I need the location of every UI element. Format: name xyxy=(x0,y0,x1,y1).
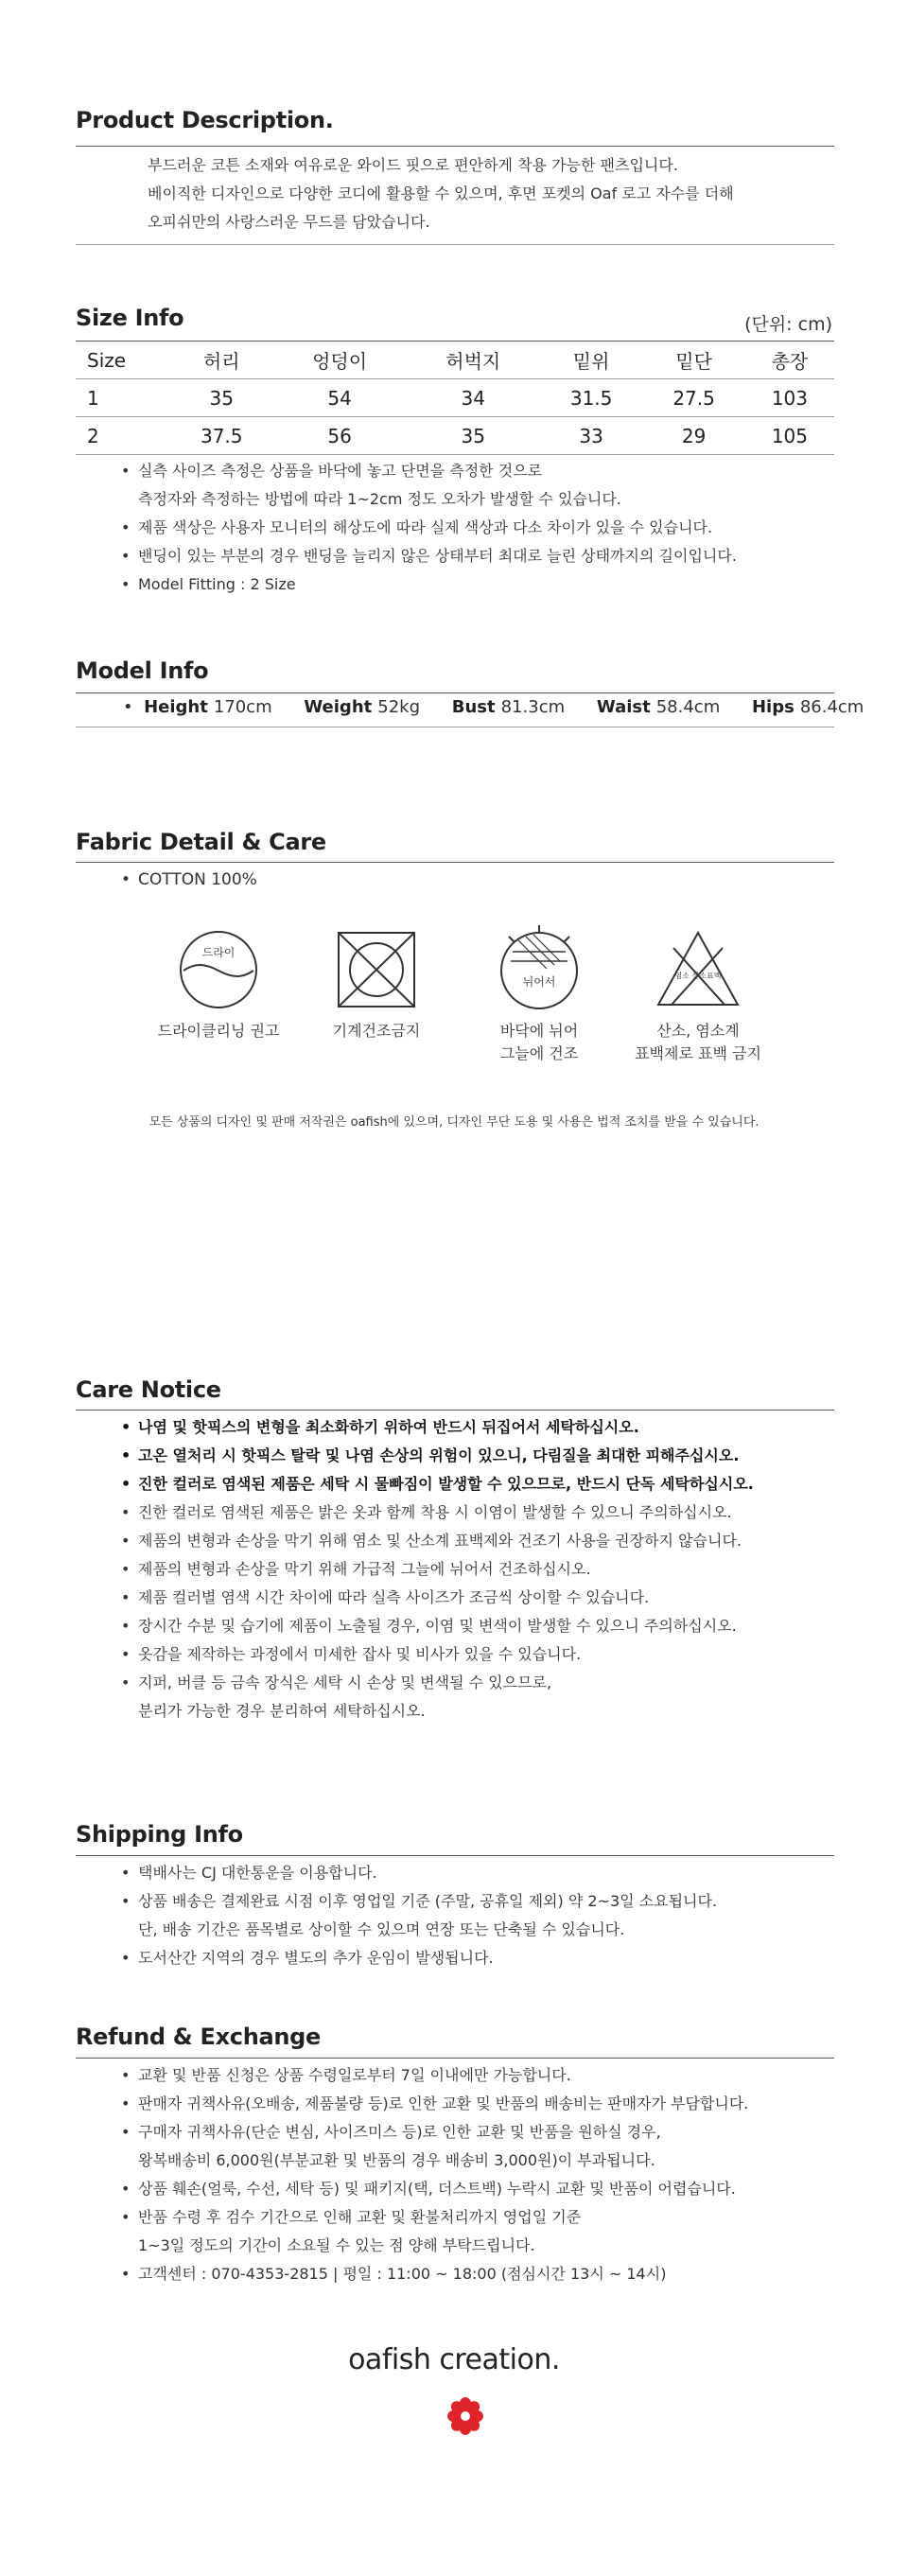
list-item: 1~3일 정도의 기간이 소요될 수 있는 점 양해 부탁드립니다. xyxy=(138,2236,535,2254)
list-item: • 옷감을 제작하는 과정에서 미세한 잡사 및 비사가 있을 수 있습니다. xyxy=(121,1640,754,1669)
list-item: • 상품 훼손(얼룩, 수선, 세탁 등) 및 패키지(택, 더스트백) 누락시 교환 및 반품이 어렵습니다. xyxy=(121,2175,748,2203)
refund-list xyxy=(121,2061,748,2288)
divider xyxy=(76,2058,834,2059)
product-line-1: 부드러운 코튼 소재와 여유로운 와이드 핏으로 편안하게 착용 가능한 팬츠입니다. xyxy=(148,156,678,174)
model-info-title: Model Info xyxy=(76,657,209,684)
table-header-cell: Size xyxy=(87,348,127,372)
product-description-title: Product Description. xyxy=(76,107,334,133)
model-height: • Height 170cm xyxy=(123,697,272,717)
table-cell: 56 xyxy=(327,424,352,447)
table-cell: 103 xyxy=(771,386,808,410)
product-line-3: 오피쉬만의 사랑스러운 무드를 담았습니다. xyxy=(148,213,430,231)
list-item: • 밴딩이 있는 부분의 경우 밴딩을 늘리지 않은 상태부터 최대로 늘린 상태까지의 길이입니다. xyxy=(121,542,737,570)
svg-text:뉘어서: 뉘어서 xyxy=(522,975,556,989)
refund-title: Refund & Exchange xyxy=(76,2024,322,2050)
table-cell: 29 xyxy=(681,424,707,447)
red-flower-icon xyxy=(445,2392,486,2440)
brand-name: oafish creation. xyxy=(348,2343,560,2376)
shipping-info-title: Shipping Info xyxy=(76,1821,243,1848)
list-item: • 장시간 수분 및 습기에 제품이 노출될 경우, 이염 및 변색이 발생할 수 있으니 주의하십시오. xyxy=(121,1612,754,1640)
list-item: • 고온 열처리 시 핫픽스 탈락 및 나염 손상의 위험이 있으니, 다림질을 최대한 피해주십시오. xyxy=(121,1442,754,1470)
svg-text:염소 산소표백: 염소 산소표백 xyxy=(674,972,722,980)
size-unit: (단위: cm) xyxy=(744,314,832,335)
list-item: 측정자와 측정하는 방법에 따라 1~2cm 정도 오차가 발생할 수 있습니다. xyxy=(138,490,621,508)
table-cell: 33 xyxy=(579,424,603,447)
care-notice-title: Care Notice xyxy=(76,1376,221,1403)
table-header-cell: 허리 xyxy=(202,350,240,373)
list-item: • 고객센터 : 070-4353-2815 | 평일 : 11:00 ~ 18:00 (점심시간 13시 ~ 14시) xyxy=(121,2260,748,2288)
table-cell: 31.5 xyxy=(569,386,613,410)
list-item: • 제품 컬러별 염색 시간 차이에 따라 실측 사이즈가 조금씩 상이할 수 있습니다. xyxy=(121,1584,754,1612)
list-item: • 지퍼, 버클 등 금속 장식은 세탁 시 손상 및 변색될 수 있으므로, xyxy=(121,1669,754,1697)
list-item: • 반품 수령 후 검수 기간으로 인해 교환 및 환불처리까지 영업일 기준 xyxy=(121,2203,748,2232)
list-item: • 구매자 귀책사유(단순 변심, 사이즈미스 등)로 인한 교환 및 반품을 원하실 경우, xyxy=(121,2118,748,2147)
table-cell: 54 xyxy=(327,386,352,410)
list-item: • 제품 색상은 사용자 모니터의 해상도에 따라 실제 색상과 다소 차이가 있을 수 있습니다. xyxy=(121,514,737,542)
size-table-header xyxy=(76,342,834,379)
shipping-list xyxy=(121,1859,717,1972)
table-header-cell: 밑단 xyxy=(675,350,712,373)
divider xyxy=(76,244,834,245)
table-header-cell: 엉덩이 xyxy=(312,350,368,373)
list-item: • 진한 컬러로 염색된 제품은 세탁 시 물빠짐이 발생할 수 있으므로, 반드시 단독 세탁하십시오. xyxy=(121,1470,754,1498)
model-waist: Waist 58.4cm xyxy=(596,697,721,717)
list-item: • 실측 사이즈 측정은 상품을 바닥에 놓고 단면을 측정한 것으로 xyxy=(121,457,737,485)
table-cell: 35 xyxy=(209,386,234,410)
care-notice-list xyxy=(121,1413,754,1726)
model-hips: Hips 86.4cm xyxy=(751,697,864,717)
divider xyxy=(76,1855,834,1856)
copyright-notice: 모든 상품의 디자인 및 판매 저작권은 oafish에 있으며, 디자인 무단 도용 및 사용은 법적 조치를 받을 수 있습니다. xyxy=(148,1115,760,1130)
list-item: 왕복배송비 6,000원(부분교환 및 반품의 경우 배송비 3,000원)이 부과됩니다. xyxy=(138,2151,655,2169)
table-row xyxy=(76,417,834,455)
table-header-cell: 밑위 xyxy=(572,350,610,373)
table-cell: 2 xyxy=(87,424,99,447)
dry-clean-icon xyxy=(176,927,261,1012)
list-item: 분리가 가능한 경우 분리하여 세탁하십시오. xyxy=(138,1702,426,1720)
care-label: 드라이클리닝 권고 xyxy=(157,1022,280,1040)
table-row xyxy=(76,379,834,417)
table-cell: 27.5 xyxy=(672,386,715,410)
model-bust: Bust 81.3cm xyxy=(451,697,566,717)
list-item: • Model Fitting : 2 Size xyxy=(121,570,737,599)
svg-text:드라이: 드라이 xyxy=(201,946,236,959)
table-header-cell: 총장 xyxy=(771,350,809,373)
divider xyxy=(76,862,834,863)
care-label: 기계건조금지 xyxy=(332,1022,421,1040)
care-label: 바닥에 뉘어 그늘에 건조 xyxy=(499,1022,579,1062)
list-item: 단, 배송 기간은 품목별로 상이할 수 있으며 연장 또는 단축될 수 있습니다. xyxy=(138,1920,625,1938)
list-item: • 교환 및 반품 신청은 상품 수령일로부터 7일 이내에만 가능합니다. xyxy=(121,2061,748,2090)
list-item: • 제품의 변형과 손상을 막기 위해 염소 및 산소계 표백제와 건조기 사용을 권장하지 않습니다. xyxy=(121,1527,754,1555)
product-line-2: 베이직한 디자인으로 다양한 코디에 활용할 수 있으며, 후면 포켓의 Oaf 로고 자수를 더해 xyxy=(148,184,734,202)
list-item: • 택배사는 CJ 대한통운을 이용합니다. xyxy=(121,1859,717,1887)
table-cell: 1 xyxy=(87,386,99,410)
list-item: • COTTON 100% xyxy=(121,866,257,894)
model-weight: Weight 52kg xyxy=(304,697,421,717)
table-cell: 35 xyxy=(461,424,485,447)
table-cell: 37.5 xyxy=(200,424,243,447)
list-item: • 나염 및 핫픽스의 변형을 최소화하기 위하여 반드시 뒤집어서 세탁하십시오. xyxy=(121,1413,754,1442)
list-item: • 판매자 귀책사유(오배송, 제품불량 등)로 인한 교환 및 반품의 배송비는 판매자가 부담합니다. xyxy=(121,2090,748,2118)
no-bleach-icon xyxy=(653,927,743,1010)
list-item: • 제품의 변형과 손상을 막기 위해 가급적 그늘에 뉘어서 건조하십시오. xyxy=(121,1555,754,1584)
list-item: • 상품 배송은 결제완료 시점 이후 영업일 기준 (주말, 공휴일 제외) 약 2~3일 소요됩니다. xyxy=(121,1887,717,1916)
divider xyxy=(76,1410,834,1411)
divider xyxy=(76,146,834,147)
fabric-title: Fabric Detail & Care xyxy=(76,829,326,855)
size-table xyxy=(76,341,834,455)
table-cell: 105 xyxy=(771,424,808,447)
dry-flat-shade-icon xyxy=(494,923,585,1014)
table-cell: 34 xyxy=(461,386,485,410)
model-measurements xyxy=(123,697,890,717)
table-header-cell: 허벅지 xyxy=(445,350,501,373)
care-label: 산소, 염소계 표백제로 표백 금지 xyxy=(635,1022,761,1062)
fabric-composition xyxy=(121,866,257,894)
divider xyxy=(76,692,834,693)
list-item: • 도서산간 지역의 경우 별도의 추가 운임이 발생됩니다. xyxy=(121,1944,717,1972)
size-notes xyxy=(121,457,737,599)
no-tumble-dry-icon xyxy=(333,927,420,1012)
size-info-title: Size Info xyxy=(76,305,184,331)
list-item: • 진한 컬러로 염색된 제품은 밝은 옷과 함께 착용 시 이염이 발생할 수 있으니 주의하십시오. xyxy=(121,1498,754,1527)
